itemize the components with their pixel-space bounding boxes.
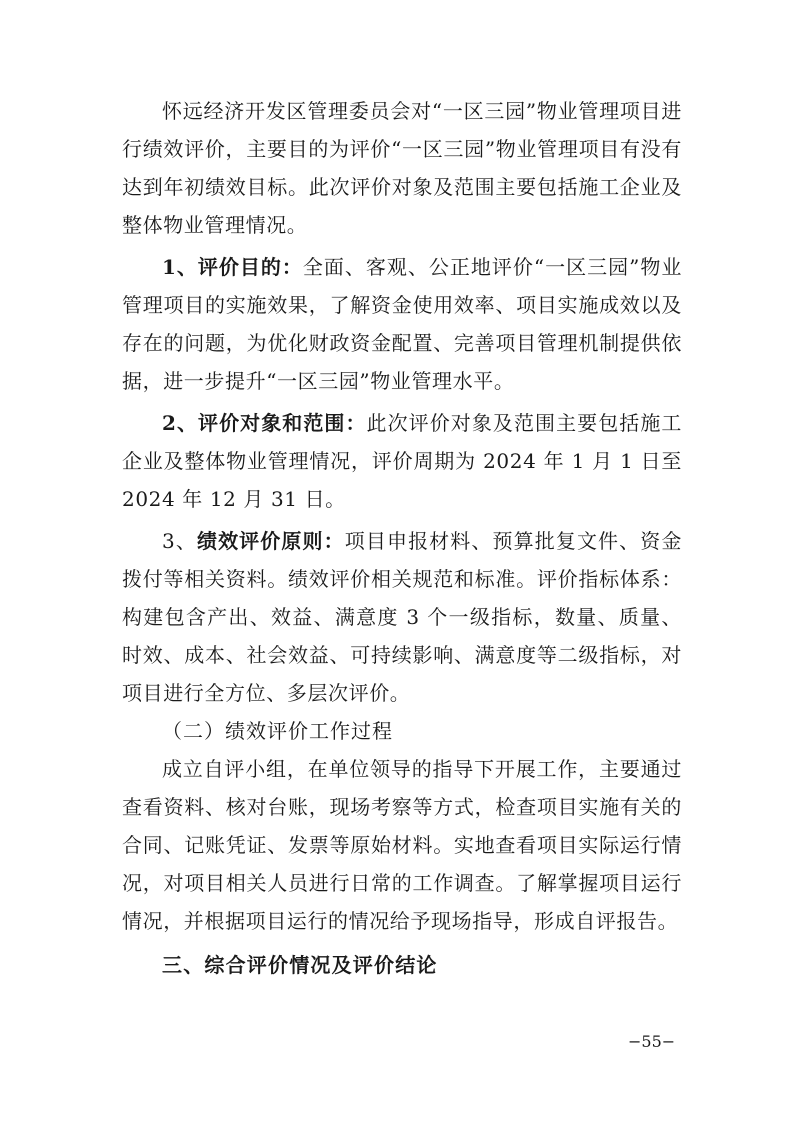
heading-comprehensive-evaluation: 三、综合评价情况及评价结论 xyxy=(162,953,438,977)
intro-paragraph: 怀远经济开发区管理委员会对“一区三园”物业管理项目进行绩效评价，主要目的为评价“一区三园”物业管理项目有没有达到年初绩效目标。此次评价对象及范围主要包括施工企业及整体物业管理情况。 xyxy=(122,99,682,237)
section-text: 全面、客观、公正地评价“一区三园”物业管理项目的实施效果，了解资金使用效率、项目实施成效以及存在的问题，为优化财政资金配置、完善项目管理机制提供依据，进一步提升“一区三园”物业管理水平。 xyxy=(122,255,682,393)
section-text: 此次评价对象及范围主要包括施工企业及整体物业管理情况，评价周期为 2024 年 1 月 1 日至 2024 年 12 月 31 日。 xyxy=(122,411,683,511)
section-evaluation-scope xyxy=(122,404,682,518)
section-evaluation-principles xyxy=(122,522,682,712)
section-label: 2、评价对象和范围： xyxy=(162,411,367,435)
section-label: 1、评价目的： xyxy=(162,255,303,279)
subheading-work-process: （二）绩效评价工作过程 xyxy=(162,719,393,743)
work-process-paragraph: 成立自评小组，在单位领导的指导下开展工作，主要通过查看资料、核对台账，现场考察等方式，检查项目实施有关的合同、记账凭证、发票等原始材料。实地查看项目实际运行情况，对项目相关人员进行日常的工作调查。了解掌握项目运行情况，并根据项目运行的情况给予现场指导，形成自评报告。 xyxy=(122,757,682,933)
page-number: −55− xyxy=(628,1032,676,1051)
section-text: 项目申报材料、预算批复文件、资金拨付等相关资料。绩效评价相关规范和标准。评价指标体系：构建包含产出、效益、满意度 3 个一级指标，数量、质量、时效、成本、社会效益、可持续影响、满意度等二级指标，对项目进行全方位、多层次评价。 xyxy=(122,529,682,705)
document-body xyxy=(122,92,682,984)
section-evaluation-purpose xyxy=(122,248,682,400)
section-label: 绩效评价原则： xyxy=(196,529,345,553)
section-number: 3、 xyxy=(162,529,197,553)
